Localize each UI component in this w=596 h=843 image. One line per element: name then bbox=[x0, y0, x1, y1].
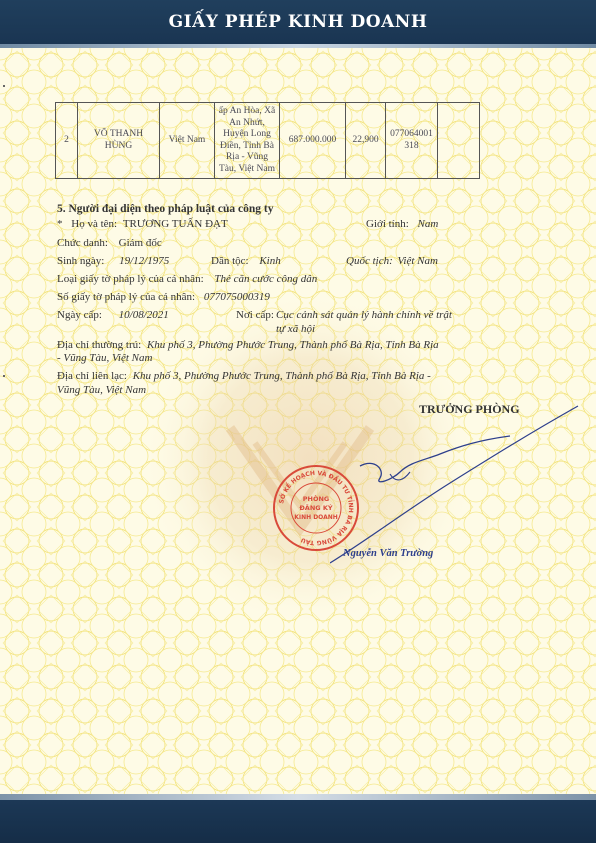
section-heading: 5. Người đại diện theo pháp luật của công ty bbox=[57, 203, 274, 215]
cell-name-line: HÙNG bbox=[104, 140, 133, 151]
cell-extra bbox=[438, 103, 480, 179]
document-header bbox=[0, 0, 596, 44]
cell-address bbox=[215, 103, 280, 179]
cell-address-line: ấp An Hòa, Xã bbox=[218, 106, 276, 116]
member-table bbox=[55, 102, 480, 179]
margin-speck bbox=[3, 375, 5, 377]
issue-date-label: Ngày cấp: bbox=[57, 309, 102, 321]
title-row bbox=[57, 237, 162, 249]
contact-addr-line2: Vũng Tàu, Việt Nam bbox=[57, 384, 147, 396]
official-stamp bbox=[271, 463, 361, 553]
name-row bbox=[57, 218, 228, 230]
cell-capital: 687.000.000 bbox=[280, 103, 346, 179]
ethnic-value: Kinh bbox=[259, 255, 281, 267]
cell-name-line: VÕ THANH bbox=[93, 129, 144, 139]
title-label: Chức danh: bbox=[57, 237, 108, 249]
cell-nationality: Việt Nam bbox=[160, 103, 215, 179]
cell-id-line: 077064001 bbox=[390, 129, 433, 139]
gender-label: Giới tính: bbox=[366, 218, 409, 230]
perm-addr-line1: Khu phố 3, Phường Phước Trung, Thành phố Bà Rịa, Tỉnh Bà Rịa bbox=[146, 339, 439, 351]
doc-type-value: Thẻ căn cước công dân bbox=[214, 273, 318, 285]
cell-ratio: 22,900 bbox=[346, 103, 386, 179]
ethnic-row bbox=[211, 255, 281, 267]
doc-no-value: 077075000319 bbox=[203, 291, 270, 303]
issue-date-value: 10/08/2021 bbox=[118, 309, 169, 321]
name-value: TRƯƠNG TUẤN ĐẠT bbox=[122, 218, 228, 230]
gender-row bbox=[366, 218, 438, 230]
stamp-center-line: KINH DOANH bbox=[294, 514, 338, 521]
doc-type-label: Loại giấy tờ pháp lý của cá nhân: bbox=[57, 273, 204, 285]
cell-address-line: Rịa - Vũng bbox=[225, 152, 269, 162]
handwritten-signature bbox=[330, 388, 580, 568]
gender-value: Nam bbox=[417, 218, 439, 230]
cell-name bbox=[78, 103, 160, 179]
cell-address-line: Điền, Tỉnh Bà bbox=[220, 140, 274, 151]
doc-no-label: Số giấy tờ pháp lý của cá nhân: bbox=[57, 291, 196, 303]
dob-label: Sinh ngày: bbox=[57, 255, 105, 267]
issue-place-line1: Cục cảnh sát quản lý hành chính về trật bbox=[276, 309, 452, 321]
issue-place-label: Nơi cấp: bbox=[236, 309, 274, 321]
issue-place-line2: tự xã hội bbox=[276, 323, 315, 335]
cell-stt: 2 bbox=[56, 103, 78, 179]
stamp-ring-text: SỞ KẾ HOẠCH VÀ ĐẦU TƯ TỈNH BÀ RỊA VŨNG TÀU bbox=[278, 469, 355, 547]
stamp-center-line: ĐĂNG KÝ bbox=[299, 504, 333, 512]
name-label: Họ và tên: bbox=[71, 218, 118, 230]
issue-date-row bbox=[57, 309, 169, 321]
contact-addr-label: Địa chỉ liên lạc: bbox=[57, 370, 127, 382]
cell-id-line: 318 bbox=[404, 140, 419, 151]
nationality-label: Quốc tịch: bbox=[346, 255, 393, 267]
title-value: Giám đốc bbox=[118, 237, 162, 249]
license-page bbox=[0, 48, 596, 794]
signer-name: Nguyễn Văn Trường bbox=[343, 548, 434, 559]
doc-no-row bbox=[57, 291, 270, 303]
perm-addr-label: Địa chỉ thường trú: bbox=[57, 339, 142, 351]
dob-value: 19/12/1975 bbox=[119, 255, 170, 267]
perm-addr-line2: - Vũng Tàu, Việt Nam bbox=[57, 352, 153, 364]
cell-address-line: Huyện Long bbox=[223, 129, 271, 139]
signer-title: TRƯỞNG PHÒNG bbox=[419, 402, 520, 416]
nationality-value: Việt Nam bbox=[397, 255, 438, 267]
contact-addr-row bbox=[57, 370, 431, 382]
document-footer bbox=[0, 800, 596, 843]
perm-addr-row bbox=[57, 339, 439, 351]
header-title: GIẤY PHÉP KINH DOANH bbox=[168, 12, 428, 32]
stamp-center-line: PHÒNG bbox=[302, 495, 330, 503]
dob-row bbox=[57, 255, 169, 267]
cell-address-line: An Nhứt, bbox=[229, 117, 265, 128]
margin-speck bbox=[3, 85, 5, 87]
table-row bbox=[56, 103, 480, 179]
nationality-row bbox=[346, 255, 438, 267]
cell-id bbox=[386, 103, 438, 179]
cell-address-line: Tàu, Việt Nam bbox=[219, 163, 275, 174]
contact-addr-line1: Khu phố 3, Phường Phước Trung, Thành phố Bà Rịa, Tỉnh Bà Rịa - bbox=[132, 370, 431, 382]
bullet-mark: * bbox=[57, 218, 63, 230]
doc-type-row bbox=[57, 273, 317, 285]
ethnic-label: Dân tộc: bbox=[211, 255, 249, 267]
